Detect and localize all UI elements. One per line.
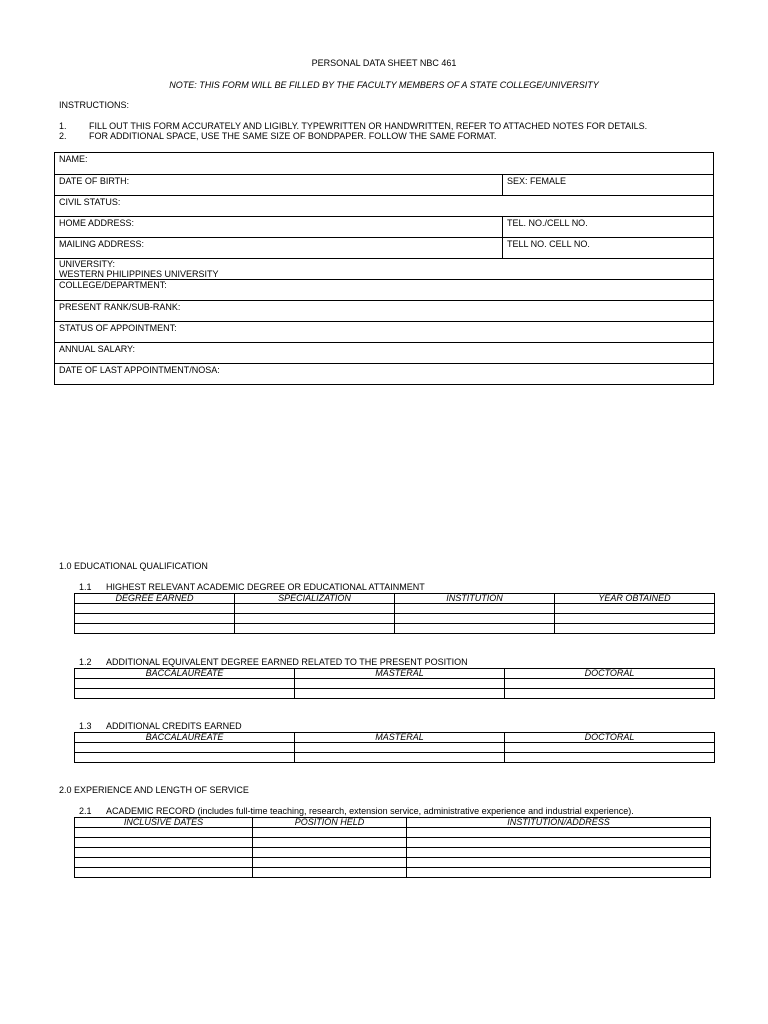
name-row[interactable] xyxy=(55,153,713,174)
table-cell[interactable] xyxy=(295,679,505,689)
subsection-title: ACADEMIC RECORD (includes full-time teaching, research, extension service, administrative experience and industrial experience). xyxy=(106,806,634,816)
table-cell[interactable] xyxy=(253,858,407,868)
table-cell[interactable] xyxy=(407,828,711,838)
last-appointment-row[interactable] xyxy=(55,363,713,384)
column-header: BACCALAUREATE xyxy=(75,733,295,743)
status-row[interactable] xyxy=(55,321,713,342)
table-cell[interactable] xyxy=(75,604,235,614)
table-cell[interactable] xyxy=(75,848,253,858)
column-header: MASTERAL xyxy=(295,733,505,743)
table-cell[interactable] xyxy=(407,848,711,858)
table-cell[interactable] xyxy=(395,624,555,634)
table-header-row xyxy=(75,818,711,828)
table-cell[interactable] xyxy=(253,868,407,878)
personal-data-box xyxy=(54,152,714,385)
column-header: DOCTORAL xyxy=(505,669,715,679)
instructions-heading: INSTRUCTIONS: xyxy=(59,100,130,110)
form-note: NOTE: THIS FORM WILL BE FILLED BY THE FACULTY MEMBERS OF A STATE COLLEGE/UNIVERSITY xyxy=(169,80,599,90)
tel-label: TEL. NO./CELL NO. xyxy=(507,218,588,228)
column-header: SPECIALIZATION xyxy=(235,594,395,604)
subsection-number: 1.2 xyxy=(79,657,92,667)
table-cell[interactable] xyxy=(407,868,711,878)
additional-degree-table xyxy=(74,668,715,699)
table-row xyxy=(75,753,715,763)
college-row[interactable] xyxy=(55,279,713,300)
dob-row[interactable] xyxy=(55,174,713,195)
table-row xyxy=(75,848,711,858)
sex-label: SEX: FEMALE xyxy=(507,176,567,186)
instruction-number: 2. xyxy=(59,131,67,141)
table-row xyxy=(75,828,711,838)
table-cell[interactable] xyxy=(75,614,235,624)
rank-row[interactable] xyxy=(55,300,713,321)
degree-table xyxy=(74,593,715,634)
university-label: UNIVERSITY: xyxy=(59,259,116,269)
subsection-title: HIGHEST RELEVANT ACADEMIC DEGREE OR EDUCATIONAL ATTAINMENT xyxy=(106,582,425,592)
instruction-item xyxy=(59,131,739,141)
table-cell[interactable] xyxy=(75,743,295,753)
mailing-address-label: MAILING ADDRESS: xyxy=(59,239,145,249)
column-header: INCLUSIVE DATES xyxy=(75,818,253,828)
status-label: STATUS OF APPOINTMENT: xyxy=(59,323,177,333)
table-cell[interactable] xyxy=(75,838,253,848)
table-cell[interactable] xyxy=(75,679,295,689)
table-row xyxy=(75,868,711,878)
subsection-title: ADDITIONAL CREDITS EARNED xyxy=(106,721,242,731)
table-row xyxy=(75,604,715,614)
table-cell[interactable] xyxy=(505,753,715,763)
table-cell[interactable] xyxy=(253,828,407,838)
table-cell[interactable] xyxy=(505,689,715,699)
table-row xyxy=(75,689,715,699)
section-1-heading: 1.0 EDUCATIONAL QUALIFICATION xyxy=(59,561,208,571)
rank-label: PRESENT RANK/SUB-RANK: xyxy=(59,302,181,312)
instruction-text: FOR ADDITIONAL SPACE, USE THE SAME SIZE OF BONDPAPER. FOLLOW THE SAME FORMAT. xyxy=(89,131,497,141)
column-header: MASTERAL xyxy=(295,669,505,679)
column-header: INSTITUTION/ADDRESS xyxy=(407,818,711,828)
academic-record-table xyxy=(74,817,711,878)
table-cell[interactable] xyxy=(555,604,715,614)
column-header: YEAR OBTAINED xyxy=(555,594,715,604)
table-cell[interactable] xyxy=(407,858,711,868)
table-cell[interactable] xyxy=(235,614,395,624)
table-cell[interactable] xyxy=(235,604,395,614)
subsection-number: 2.1 xyxy=(79,806,92,816)
form-title: PERSONAL DATA SHEET NBC 461 xyxy=(311,58,457,68)
home-address-row[interactable] xyxy=(55,216,713,237)
column-header: DOCTORAL xyxy=(505,733,715,743)
tell-label: TELL NO. CELL NO. xyxy=(507,239,590,249)
subsection-2-1-heading xyxy=(79,806,634,816)
table-cell[interactable] xyxy=(235,624,395,634)
table-row xyxy=(75,743,715,753)
last-appointment-label: DATE OF LAST APPOINTMENT/NOSA: xyxy=(59,365,220,375)
column-header: DEGREE EARNED xyxy=(75,594,235,604)
table-cell[interactable] xyxy=(75,858,253,868)
subsection-1-1-heading xyxy=(79,582,425,592)
table-row xyxy=(75,838,711,848)
table-cell[interactable] xyxy=(395,604,555,614)
tell-cell[interactable] xyxy=(502,238,715,258)
table-cell[interactable] xyxy=(253,838,407,848)
subsection-1-3-heading xyxy=(79,721,242,731)
university-row[interactable] xyxy=(55,258,713,279)
civil-status-label: CIVIL STATUS: xyxy=(59,197,121,207)
table-cell[interactable] xyxy=(75,868,253,878)
dob-label: DATE OF BIRTH: xyxy=(59,176,130,186)
table-cell[interactable] xyxy=(407,838,711,848)
column-header: BACCALAUREATE xyxy=(75,669,295,679)
name-label: NAME: xyxy=(59,154,88,164)
table-cell[interactable] xyxy=(295,743,505,753)
subsection-number: 1.3 xyxy=(79,721,92,731)
table-cell[interactable] xyxy=(295,689,505,699)
table-cell[interactable] xyxy=(75,689,295,699)
table-row xyxy=(75,614,715,624)
college-label: COLLEGE/DEPARTMENT: xyxy=(59,280,167,290)
column-header: POSITION HELD xyxy=(253,818,407,828)
instruction-item xyxy=(59,121,739,131)
table-cell[interactable] xyxy=(75,753,295,763)
table-cell[interactable] xyxy=(295,753,505,763)
table-cell[interactable] xyxy=(253,848,407,858)
table-cell[interactable] xyxy=(75,828,253,838)
salary-row[interactable] xyxy=(55,342,713,363)
table-header-row xyxy=(75,594,715,604)
university-value: WESTERN PHILIPPINES UNIVERSITY xyxy=(59,269,219,279)
civil-status-row[interactable] xyxy=(55,195,713,216)
table-header-row xyxy=(75,733,715,743)
sex-cell[interactable] xyxy=(502,175,715,195)
table-cell[interactable] xyxy=(505,743,715,753)
instruction-text: FILL OUT THIS FORM ACCURATELY AND LIGIBLY. TYPEWRITTEN OR HANDWRITTEN, REFER TO ATTACHED NOTES FOR DETAILS. xyxy=(89,121,648,131)
column-header: INSTITUTION xyxy=(395,594,555,604)
table-cell[interactable] xyxy=(555,614,715,624)
table-row xyxy=(75,679,715,689)
mailing-address-row[interactable] xyxy=(55,237,713,258)
home-address-label: HOME ADDRESS: xyxy=(59,218,135,228)
salary-label: ANNUAL SALARY: xyxy=(59,344,136,354)
subsection-title: ADDITIONAL EQUIVALENT DEGREE EARNED RELATED TO THE PRESENT POSITION xyxy=(106,657,468,667)
instruction-number: 1. xyxy=(59,121,67,131)
table-row xyxy=(75,624,715,634)
table-header-row xyxy=(75,669,715,679)
subsection-1-2-heading xyxy=(79,657,468,667)
table-cell[interactable] xyxy=(75,624,235,634)
credits-table xyxy=(74,732,715,763)
table-cell[interactable] xyxy=(505,679,715,689)
table-row xyxy=(75,858,711,868)
subsection-number: 1.1 xyxy=(79,582,92,592)
table-cell[interactable] xyxy=(395,614,555,624)
table-cell[interactable] xyxy=(555,624,715,634)
section-2-heading: 2.0 EXPERIENCE AND LENGTH OF SERVICE xyxy=(59,785,249,795)
tel-cell[interactable] xyxy=(502,217,715,237)
